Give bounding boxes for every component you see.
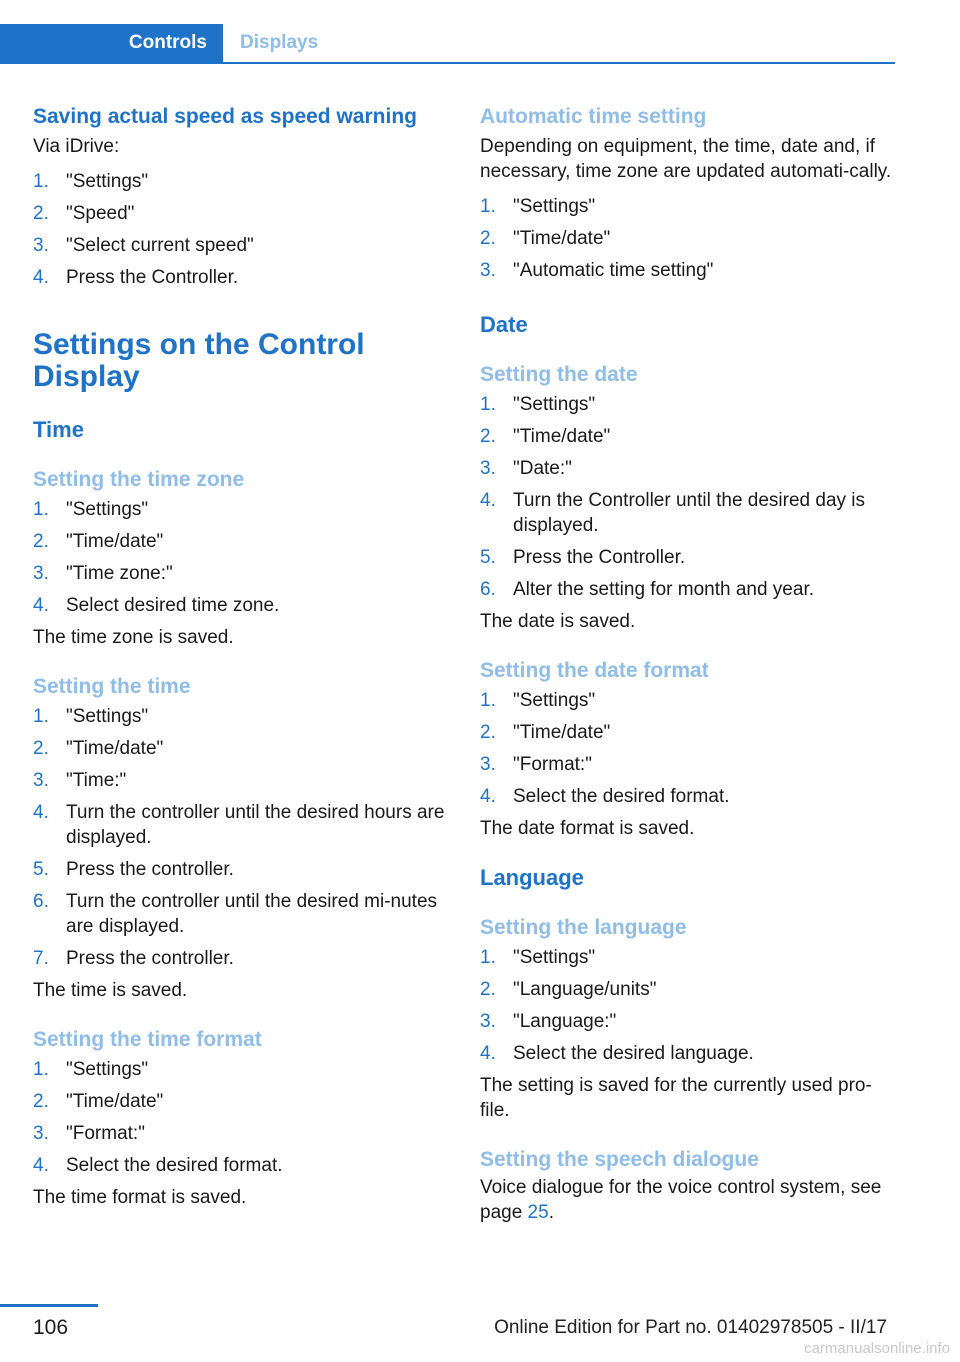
watermark: carmanualsonline.info	[804, 1340, 950, 1357]
step-text: "Settings"	[66, 171, 149, 192]
step-text: Turn the controller until the desired hours are displayed.	[66, 802, 445, 848]
step-number: 5.	[33, 859, 49, 880]
step-text: "Format:"	[66, 1123, 145, 1144]
step-text: "Settings"	[513, 394, 596, 415]
chapter-tab-bar	[0, 24, 895, 64]
step-text: "Settings"	[513, 947, 596, 968]
step-item	[480, 226, 894, 251]
step-text: "Time/date"	[513, 228, 611, 249]
step-text: Press the Controller.	[66, 267, 239, 288]
step-item	[33, 593, 447, 618]
step-number: 2.	[480, 979, 496, 1000]
step-number: 1.	[33, 499, 49, 520]
step-item	[33, 1089, 447, 1114]
step-item	[33, 946, 447, 971]
step-text: "Date:"	[513, 458, 572, 479]
step-number: 2.	[480, 426, 496, 447]
auto-time-steps	[480, 194, 894, 283]
step-text: Select the desired format.	[513, 786, 730, 807]
step-item	[480, 392, 894, 417]
set-date-note: The date is saved.	[480, 611, 636, 632]
step-number: 2.	[480, 228, 496, 249]
step-number: 7.	[33, 948, 49, 969]
step-item	[480, 784, 894, 809]
speech-dialogue-heading: Setting the speech dialogue	[480, 1148, 759, 1171]
step-text: "Time/date"	[513, 426, 611, 447]
step-number: 2.	[480, 722, 496, 743]
step-number: 3.	[33, 1123, 49, 1144]
step-item	[33, 561, 447, 586]
step-item	[33, 889, 447, 939]
step-item	[33, 1121, 447, 1146]
step-item	[33, 857, 447, 882]
step-text: "Format:"	[513, 754, 592, 775]
step-number: 1.	[480, 690, 496, 711]
step-text: "Language:"	[513, 1011, 617, 1032]
step-item	[33, 736, 447, 761]
step-text: "Time/date"	[66, 1091, 164, 1112]
step-item	[480, 945, 894, 970]
step-text: "Settings"	[513, 196, 596, 217]
step-item	[480, 720, 894, 745]
step-text: "Settings"	[66, 1059, 149, 1080]
step-number: 4.	[33, 267, 49, 288]
step-item	[480, 752, 894, 777]
step-item	[33, 169, 447, 194]
time-note: The time is saved.	[33, 980, 188, 1001]
step-number: 1.	[33, 706, 49, 727]
step-number: 4.	[480, 786, 496, 807]
step-item	[480, 424, 894, 449]
step-text: "Time/date"	[66, 531, 164, 552]
step-number: 4.	[33, 802, 49, 823]
time-format-note: The time format is saved.	[33, 1187, 247, 1208]
step-item	[480, 977, 894, 1002]
set-date-steps	[480, 392, 894, 602]
step-number: 4.	[33, 1155, 49, 1176]
step-text: "Time:"	[66, 770, 127, 791]
step-number: 2.	[33, 203, 49, 224]
time-heading-sub: Setting the time	[33, 675, 191, 698]
step-number: 4.	[33, 595, 49, 616]
step-text: Press the Controller.	[513, 547, 686, 568]
page-25-link[interactable]: 25	[527, 1202, 549, 1223]
step-item	[33, 704, 447, 729]
step-text: "Language/units"	[513, 979, 657, 1000]
set-language-steps	[480, 945, 894, 1066]
speech-text-before: Voice dialogue for the voice control system, see page	[480, 1177, 882, 1223]
step-item	[33, 768, 447, 793]
step-item	[480, 258, 894, 283]
step-number: 3.	[480, 754, 496, 775]
step-text: Alter the setting for month and year.	[513, 579, 815, 600]
step-number: 2.	[33, 531, 49, 552]
time-zone-note: The time zone is saved.	[33, 627, 234, 648]
step-item	[33, 1057, 447, 1082]
step-text: "Settings"	[66, 706, 149, 727]
step-text: "Automatic time setting"	[513, 260, 714, 281]
speech-dialogue-text	[480, 1175, 894, 1225]
step-number: 1.	[33, 171, 49, 192]
step-text: Select the desired format.	[66, 1155, 283, 1176]
step-text: "Time/date"	[513, 722, 611, 743]
page-number: 106	[33, 1316, 69, 1339]
language-heading: Language	[480, 865, 584, 890]
step-number: 2.	[33, 1091, 49, 1112]
step-item	[33, 497, 447, 522]
step-text: "Speed"	[66, 203, 135, 224]
step-text: Press the controller.	[66, 859, 234, 880]
date-heading: Date	[480, 312, 528, 337]
step-number: 3.	[480, 458, 496, 479]
step-text: Turn the controller until the desired mi‐nutes are displayed.	[66, 891, 438, 937]
tab-displays[interactable]: Displays	[240, 32, 319, 53]
set-date-heading: Setting the date	[480, 363, 638, 386]
step-item	[33, 233, 447, 258]
step-text: "Time zone:"	[66, 563, 173, 584]
time-format-steps	[33, 1057, 447, 1178]
step-item	[33, 1153, 447, 1178]
step-number: 5.	[480, 547, 496, 568]
step-number: 6.	[480, 579, 496, 600]
step-item	[33, 800, 447, 850]
step-item	[33, 529, 447, 554]
step-text: "Settings"	[513, 690, 596, 711]
speed-warning-intro: Via iDrive:	[33, 136, 120, 157]
speech-text-after: .	[548, 1202, 554, 1223]
date-format-steps	[480, 688, 894, 809]
time-zone-steps	[33, 497, 447, 618]
step-number: 3.	[33, 563, 49, 584]
step-number: 2.	[33, 738, 49, 759]
step-number: 1.	[480, 394, 496, 415]
step-item	[480, 488, 894, 538]
date-format-heading: Setting the date format	[480, 659, 709, 682]
step-number: 1.	[480, 947, 496, 968]
footer-rule	[0, 1304, 98, 1307]
step-item	[480, 688, 894, 713]
time-zone-heading: Setting the time zone	[33, 468, 245, 491]
step-text: Select desired time zone.	[66, 595, 280, 616]
step-item	[480, 1009, 894, 1034]
step-text: "Time/date"	[66, 738, 164, 759]
time-heading: Time	[33, 417, 84, 442]
step-text: "Settings"	[66, 499, 149, 520]
step-item	[480, 577, 894, 602]
step-number: 3.	[480, 1011, 496, 1032]
right-column	[480, 102, 894, 1225]
set-language-note: The setting is saved for the currently used pro‐file.	[480, 1075, 872, 1121]
auto-time-intro: Depending on equipment, the time, date and, if necessary, time zone are updated automati‐cally.	[480, 136, 892, 182]
step-text: "Select current speed"	[66, 235, 254, 256]
date-format-note: The date format is saved.	[480, 818, 695, 839]
step-text: Press the controller.	[66, 948, 234, 969]
step-number: 1.	[480, 196, 496, 217]
time-format-heading: Setting the time format	[33, 1028, 262, 1051]
step-item	[480, 545, 894, 570]
speed-warning-heading: Saving actual speed as speed warning	[33, 105, 417, 128]
step-item	[480, 194, 894, 219]
step-number: 6.	[33, 891, 49, 912]
left-column	[33, 102, 447, 1210]
step-item	[480, 1041, 894, 1066]
tab-controls[interactable]: Controls	[0, 24, 223, 62]
step-item	[33, 201, 447, 226]
edition-label: Online Edition for Part no. 01402978505 - II/17	[494, 1317, 887, 1338]
speed-warning-steps	[33, 169, 447, 290]
time-steps	[33, 704, 447, 971]
step-number: 3.	[33, 770, 49, 791]
step-number: 4.	[480, 490, 496, 511]
settings-control-display-heading: Settings on the Control Display	[33, 328, 365, 393]
step-number: 3.	[33, 235, 49, 256]
step-text: Select the desired language.	[513, 1043, 754, 1064]
auto-time-heading: Automatic time setting	[480, 105, 707, 128]
step-number: 1.	[33, 1059, 49, 1080]
step-item	[33, 265, 447, 290]
step-number: 3.	[480, 260, 496, 281]
step-text: Turn the Controller until the desired day is displayed.	[513, 490, 866, 536]
step-number: 4.	[480, 1043, 496, 1064]
set-language-heading: Setting the language	[480, 916, 687, 939]
step-item	[480, 456, 894, 481]
